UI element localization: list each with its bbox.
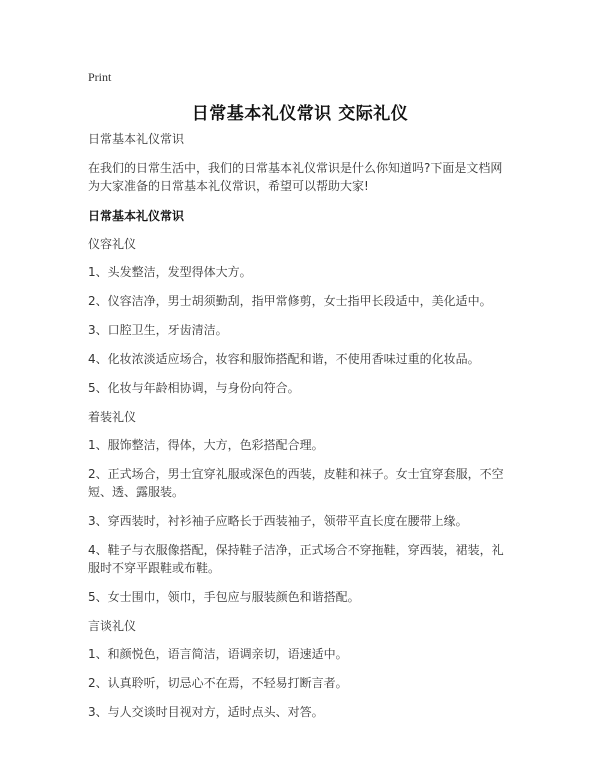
list-item: 5、化妆与年龄相协调，与身份向符合。 [88,381,300,395]
list-item: 3、穿西装时，衬衫袖子应略长于西装袖子，领带平直长度在腰带上缘。 [88,514,468,528]
page-title: 日常基本礼仪常识 交际礼仪 [191,104,409,124]
section-heading-speech: 言谈礼仪 [88,619,137,633]
bold-heading: 日常基本礼仪常识 [88,209,185,223]
list-item: 2、认真聆听，切忌心不在焉，不轻易打断言者。 [88,676,348,690]
print-label[interactable]: Print [88,70,112,84]
list-item: 5、女士围巾，领巾，手包应与服装颜色和谐搭配。 [88,590,360,604]
subtitle: 日常基本礼仪常识 [88,132,185,146]
list-item: 2、仪容洁净，男士胡须勤刮，指甲常修剪，女士指甲长段适中，美化适中。 [88,294,492,308]
document-body [88,130,510,732]
list-item: 3、与人交谈时目视对方，适时点头、对答。 [88,705,324,719]
list-item: 2、正式场合，男士宜穿礼服或深色的西装，皮鞋和袜子。女士宜穿套服，不空短、透、露服装。 [88,467,504,499]
list-item: 1、和颜悦色，语言简洁，语调亲切，语速适中。 [88,647,348,661]
list-item: 1、服饰整洁，得体，大方，色彩搭配合理。 [88,438,324,452]
list-item: 1、头发整洁，发型得体大方。 [88,265,252,279]
section-heading-attire: 着装礼仪 [88,410,137,424]
section-heading-appearance: 仪容礼仪 [88,237,137,251]
list-item: 4、化妆浓淡适应场合，妆容和服饰搭配和谐，不使用香味过重的化妆品。 [88,352,480,366]
list-item: 4、鞋子与衣服像搭配，保持鞋子洁净，正式场合不穿拖鞋，穿西装，裙装，礼服时不穿平跟鞋或布鞋。 [88,543,504,575]
list-item: 3、口腔卫生，牙齿清洁。 [88,323,228,337]
intro-paragraph: 在我们的日常生活中，我们的日常基本礼仪常识是什么你知道吗?下面是文档网为大家准备的日常基本礼仪常识，希望可以帮助大家! [88,161,503,193]
